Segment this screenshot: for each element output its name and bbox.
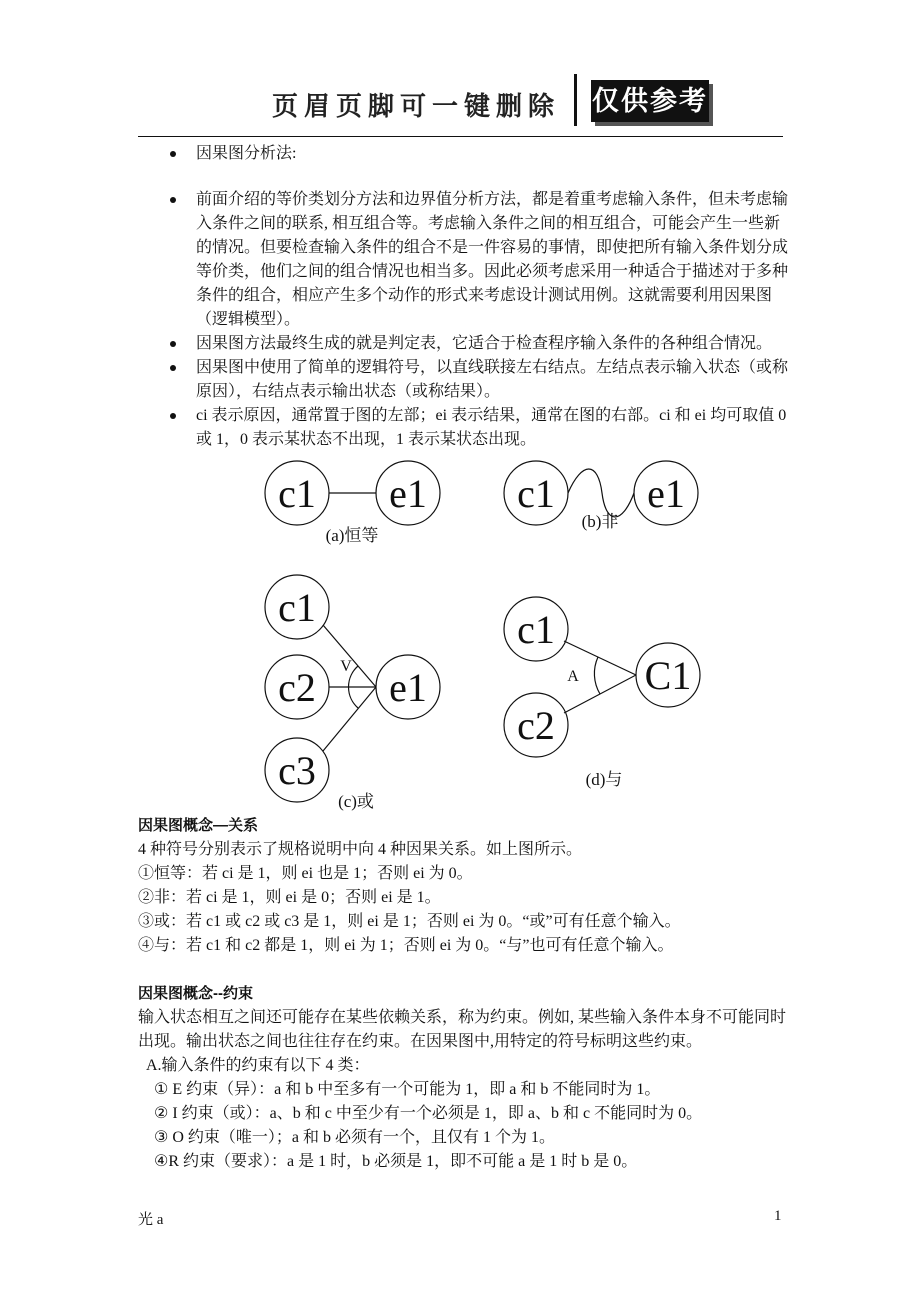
header-rule — [138, 136, 783, 137]
relations-line: 4 种符号分别表示了规格说明中向 4 种因果关系。如上图所示。 — [138, 841, 583, 858]
cause-effect-diagram — [250, 455, 710, 815]
label-d-c2: c2 — [517, 703, 555, 748]
header-title: 页眉页脚可一键删除 — [272, 92, 561, 121]
label-b-right: e1 — [647, 471, 685, 516]
symbol-or: V — [340, 658, 352, 675]
constraints-section — [138, 982, 788, 1174]
header-divider — [574, 74, 577, 126]
bullet-text: 因果图中使用了简单的逻辑符号，以直线联接左右结点。左结点表示输入状态（或称原因），右结点表示输出状态（或称结果）。 — [196, 359, 789, 400]
constraints-intro: 输入状态相互之间还可能存在某些依赖关系，称为约束。例如, 某些输入条件本身不可能同时出现。输出状态之间也往往存在约束。在因果图中,用特定的符号标明这些约束。 — [138, 1009, 787, 1050]
bullet-icon — [170, 341, 176, 347]
bullet-icon — [170, 365, 176, 371]
header-badge: 仅供参考 — [591, 80, 709, 122]
relations-section — [138, 814, 788, 958]
label-d-C1: C1 — [644, 653, 692, 698]
list-item — [170, 356, 790, 404]
bullet-text: 前面介绍的等价类划分方法和边界值分析方法，都是着重考虑输入条件，但未考虑输入条件之间的联系, 相互组合等。考虑输入条件之间的相互组合，可能会产生一些新的情况。但要检查输入条件的组合不是一件容易的事情，即使把所有输入条件划分成等价类，他们之间的组合情况也相当多。因此必须考虑采用一种适合于描述对于多种条件的组合，相应产生多个动作的形式来考虑设计测试用例。这就需要利用因果图（逻辑模型）。 — [196, 191, 789, 328]
constraint-item: ③ O 约束（唯一）；a 和 b 必须有一个，且仅有 1 个为 1。 — [154, 1129, 556, 1146]
label-c-c3: c3 — [278, 748, 316, 793]
caption-d: (d)与 — [585, 770, 623, 789]
bullet-icon — [170, 151, 176, 157]
relations-line: ④与：若 c1 和 c2 都是 1，则 ei 为 1；否则 ei 为 0。“与”也可有任意个输入。 — [138, 937, 674, 954]
label-c-c2: c2 — [278, 665, 316, 710]
bullet-icon — [170, 413, 176, 419]
relations-line: ③或：若 c1 或 c2 或 c3 是 1，则 ei 是 1；否则 ei 为 0。“或”可有任意个输入。 — [138, 913, 681, 930]
bullet-icon — [170, 197, 176, 203]
relations-title: 因果图概念—关系 — [138, 817, 259, 834]
symbol-and: A — [567, 668, 579, 685]
constraint-item: ② I 约束（或）：a、b 和 c 中至少有一个必须是 1，即 a、b 和 c 不能同时为 0。 — [154, 1105, 703, 1122]
footer-author: 光 a — [138, 1212, 164, 1228]
label-a-left: c1 — [278, 471, 316, 516]
caption-c: (c)或 — [338, 792, 374, 811]
relations-line: ①恒等：若 ci 是 1，则 ei 也是 1；否则 ei 为 0。 — [138, 865, 473, 882]
label-c-e1: e1 — [389, 665, 427, 710]
bullet-text: 因果图分析法: — [196, 145, 297, 162]
bullet-text: ci 表示原因，通常置于图的左部；ei 表示结果，通常在图的右部。ci 和 ei 均可取值 0 或 1，0 表示某状态不出现，1 表示某状态出现。 — [196, 407, 787, 448]
constraint-item: ① E 约束（异）：a 和 b 中至多有一个可能为 1，即 a 和 b 不能同时为 1。 — [154, 1081, 661, 1098]
constraints-title: 因果图概念--约束 — [138, 985, 253, 1002]
list-item — [170, 332, 790, 356]
caption-a: (a)恒等 — [325, 526, 379, 545]
link-not — [568, 469, 634, 517]
bullet-text: 因果图方法最终生成的就是判定表，它适合于检查程序输入条件的各种组合情况。 — [196, 335, 773, 352]
label-d-c1: c1 — [517, 607, 555, 652]
arc-and — [594, 657, 600, 694]
constraint-item: ④R 约束（要求）：a 是 1 时，b 必须是 1，即不可能 a 是 1 时 b 是 0。 — [154, 1153, 638, 1170]
label-b-left: c1 — [517, 471, 555, 516]
constraints-subtitle: A.输入条件的约束有以下 4 类： — [146, 1057, 370, 1074]
label-a-right: e1 — [389, 471, 427, 516]
list-item — [170, 188, 790, 332]
label-c-c1: c1 — [278, 585, 316, 630]
bullet-list — [170, 142, 790, 452]
list-item — [170, 404, 790, 452]
footer-page-number: 1 — [774, 1208, 782, 1224]
list-item — [170, 142, 790, 166]
caption-b: (b)非 — [581, 512, 619, 531]
relations-line: ②非：若 ci 是 1，则 ei 是 0；否则 ei 是 1。 — [138, 889, 441, 906]
